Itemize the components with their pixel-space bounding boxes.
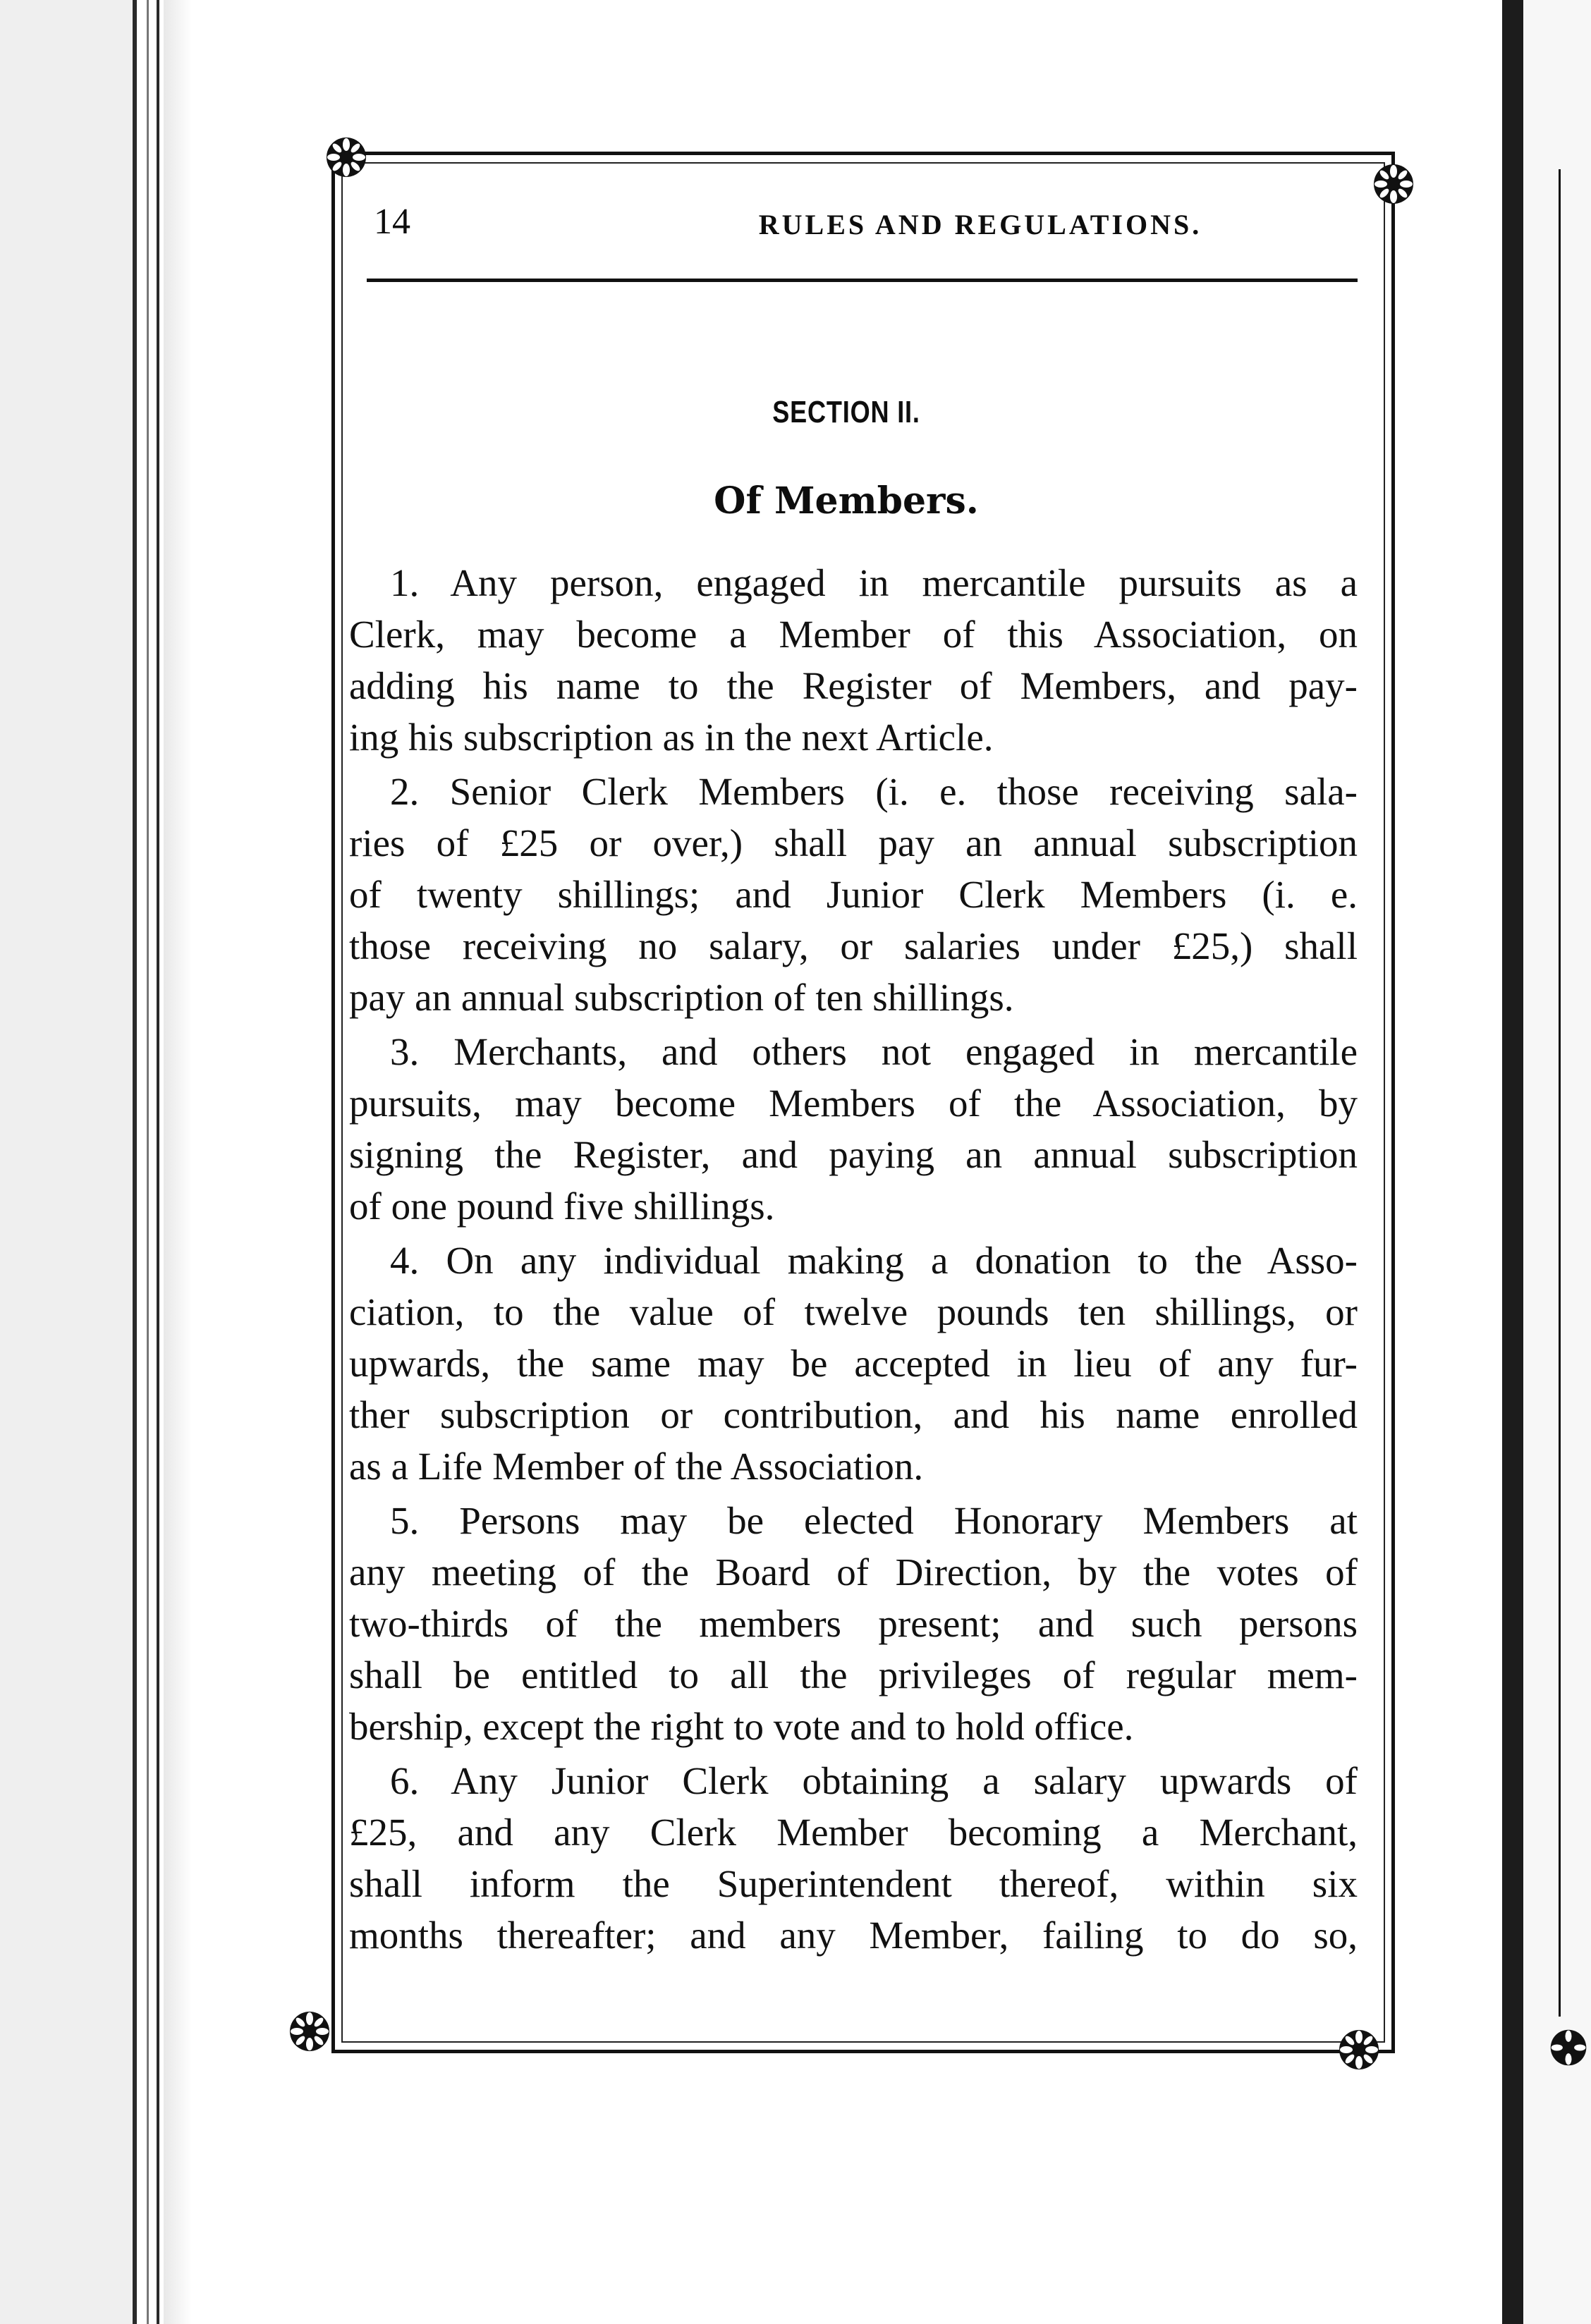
text-line: months thereafter; and any Member, failing to do so, [349,1914,1358,1957]
rosette-icon [1372,162,1415,206]
article-5 [349,1495,1358,1752]
rosette-icon [288,2010,331,2053]
text-line: signing the Register, and paying an annual subscription [349,1133,1358,1176]
text-line: of one pound five shillings. [349,1185,775,1228]
text-line: upwards, the same may be accepted in lieu of any fur- [349,1342,1358,1385]
binding-rule [157,0,159,2324]
running-title: RULES AND REGULATIONS. [758,209,1202,240]
adjacent-page-edge [1502,0,1523,2324]
rosette-icon [324,135,368,179]
rosette-icon [1549,2028,1588,2067]
body-text [349,557,1358,1961]
text-line: 3. Merchants, and others not engaged in mercantile [390,1030,1358,1073]
binding-edge [0,0,133,2324]
text-line: adding his name to the Register of Members, and pay- [349,664,1358,707]
text-line: two-thirds of the members present; and such persons [349,1602,1358,1645]
text-line: shall be entitled to all the privileges of regular mem- [349,1653,1358,1696]
article-3 [349,1026,1358,1232]
text-line: Clerk, may become a Member of this Association, on [349,613,1358,656]
article-1 [349,557,1358,763]
text-line: 1. Any person, engaged in mercantile pursuits as a [390,561,1358,604]
adjacent-page [1523,0,1591,2324]
text-line: ing his subscription as in the next Article. [349,716,994,759]
text-line: any meeting of the Board of Direction, by the votes of [349,1551,1358,1594]
section-heading: SECTION II. [772,395,920,429]
binding-rule [133,0,137,2324]
section-subheading: Of Members. [714,479,979,522]
text-line: as a Life Member of the Association. [349,1445,924,1488]
text-line: those receiving no salary, or salaries under £25,) shall [349,924,1358,967]
text-line: ciation, to the value of twelve pounds ten shillings, or [349,1290,1358,1333]
text-line: pay an annual subscription of ten shillings. [349,976,1014,1019]
text-line: 4. On any individual making a donation to the Asso- [390,1239,1358,1282]
text-line: 6. Any Junior Clerk obtaining a salary upwards of [390,1759,1358,1802]
running-header [374,201,1361,257]
text-line: pursuits, may become Members of the Association, by [349,1082,1358,1125]
text-line: of twenty shillings; and Junior Clerk Members (i. e. [349,873,1358,916]
binding-rule [147,0,149,2324]
article-4 [349,1235,1358,1492]
text-line: £25, and any Clerk Member becoming a Merchant, [349,1811,1358,1854]
text-line: shall inform the Superintendent thereof, within six [349,1862,1358,1905]
header-rule [367,279,1358,282]
text-line: bership, except the right to vote and to hold office. [349,1705,1134,1748]
text-line: 2. Senior Clerk Members (i. e. those receiving sala- [390,770,1358,813]
page-number: 14 [374,202,410,242]
text-line: 5. Persons may be elected Honorary Members at [390,1499,1358,1542]
article-6 [349,1755,1358,1961]
text-line: ther subscription or contribution, and his name enrolled [349,1393,1358,1436]
article-2 [349,766,1358,1023]
page-gutter [164,0,192,2324]
text-line: ries of £25 or over,) shall pay an annual subscription [349,821,1358,864]
rosette-icon [1337,2028,1381,2072]
